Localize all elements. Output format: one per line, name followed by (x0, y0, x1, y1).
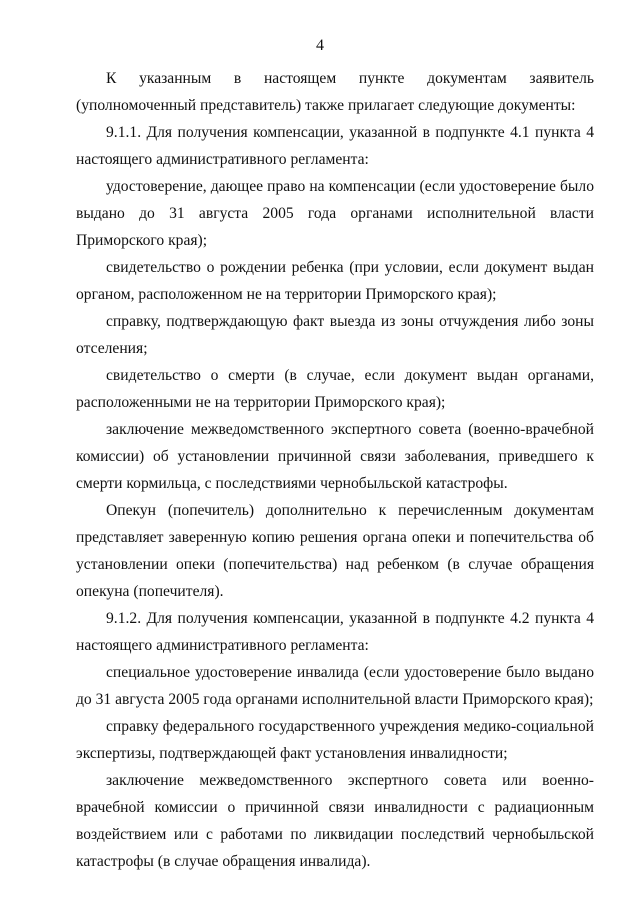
paragraph-certificate: удостоверение, дающее право на компенсации (если удостоверение было выдано до 31 августа 2005 года органами исполнительной власти Приморского края); (76, 178, 594, 249)
paragraph-death-certificate: свидетельство о смерти (в случае, если документ выдан органами, расположенными не на территории Приморского края); (76, 367, 594, 411)
paragraph-disability-conclusion: заключение межведомственного экспертного совета или военно-врачебной комиссии о причинной связи инвалидности с радиационным воздействием или с работами по ликвидации последствий чернобыльской катастрофы (в случае обращения инвалида). (76, 772, 594, 870)
paragraph-disability-certificate: специальное удостоверение инвалида (если удостоверение было выдано до 31 августа 2005 года органами исполнительной власти Приморского края); (76, 664, 594, 708)
paragraph-medical-reference: справку федерального государственного учреждения медико-социальной экспертизы, подтверждающей факт установления инвалидности; (76, 718, 594, 762)
paragraph-section-9-1-2: 9.1.2. Для получения компенсации, указанной в подпункте 4.2 пункта 4 настоящего административного регламента: (76, 610, 594, 654)
page-number: 4 (316, 37, 324, 54)
document-body (76, 65, 594, 875)
paragraph-guardian: Опекун (попечитель) дополнительно к перечисленным документам представляет заверенную копию решения органа опеки и попечительства об установлении опеки (попечительства) над ребенком (в случае обращения опекуна (попечителя). (76, 502, 594, 600)
paragraph-section-9-1-1: 9.1.1. Для получения компенсации, указанной в подпункте 4.1 пункта 4 настоящего административного регламента: (76, 124, 594, 168)
paragraph-birth-certificate: свидетельство о рождении ребенка (при условии, если документ выдан органом, расположенном не на территории Приморского края); (76, 259, 594, 303)
paragraph-evacuation-reference: справку, подтверждающую факт выезда из зоны отчуждения либо зоны отселения; (76, 313, 594, 357)
paragraph-intro: К указанным в настоящем пункте документам заявитель (уполномоченный представитель) также прилагает следующие документы: (76, 70, 594, 114)
paragraph-expert-conclusion: заключение межведомственного экспертного совета (военно-врачебной комиссии) об установлении причинной связи заболевания, приведшего к смерти кормильца, с последствиями чернобыльской катастрофы. (76, 421, 594, 492)
